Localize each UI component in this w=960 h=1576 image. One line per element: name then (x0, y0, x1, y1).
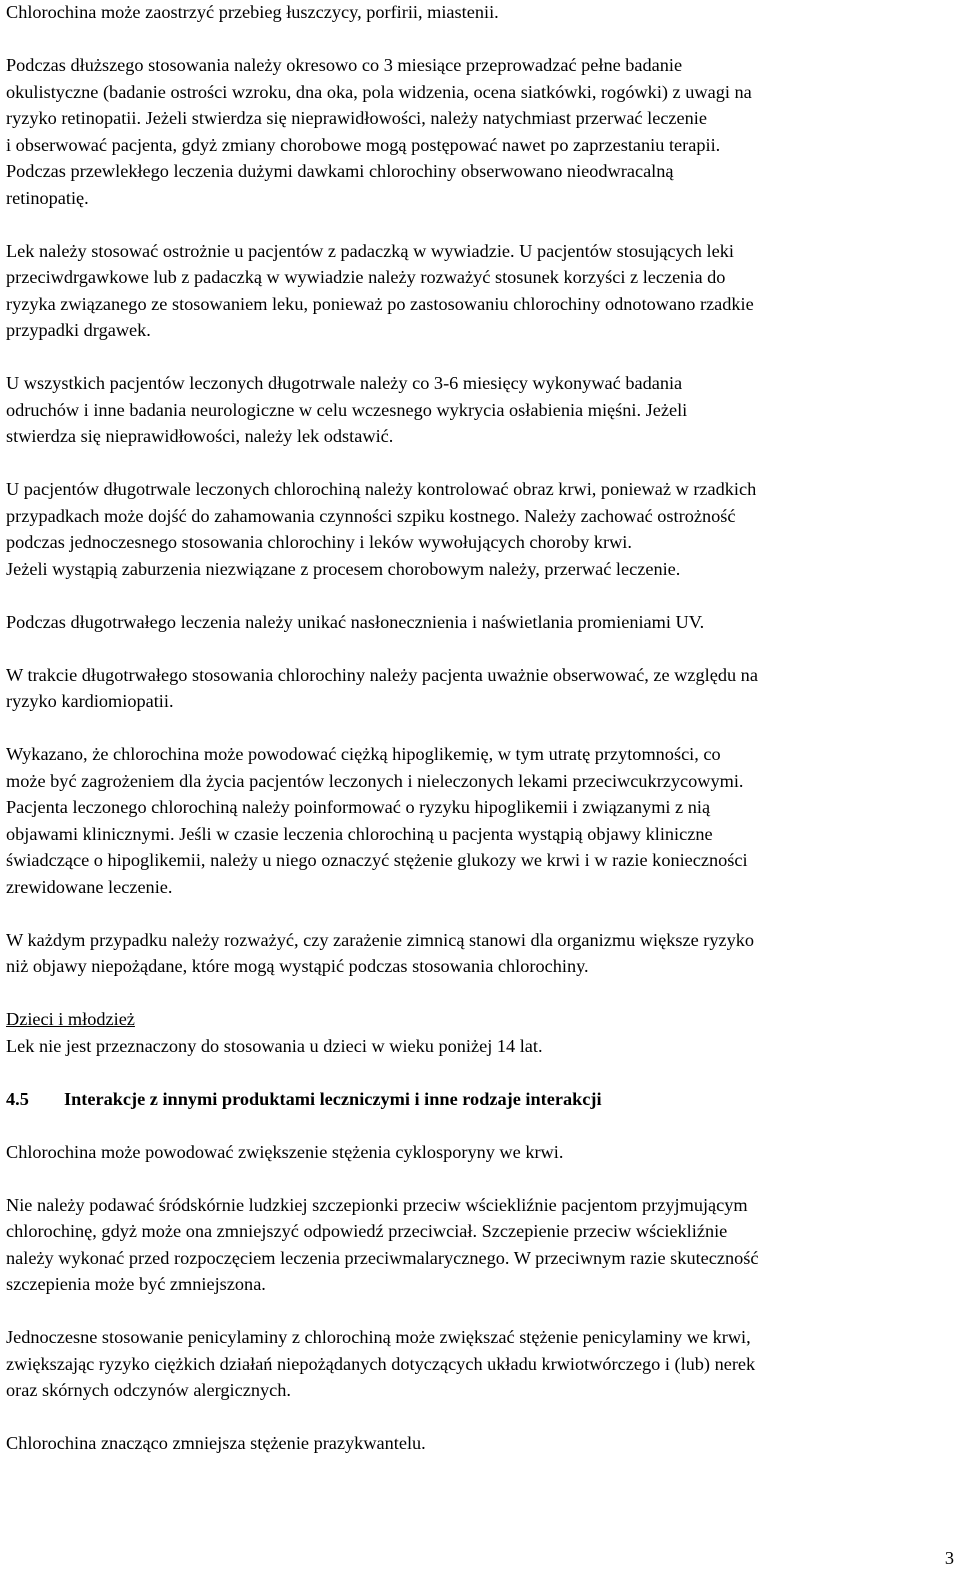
subsection-title: Dzieci i młodzież (6, 1009, 135, 1029)
text-line: podczas jednoczesnego stosowania chlorochiny i leków wywołujących choroby krwi. (6, 532, 632, 552)
text-line: okulistyczne (badanie ostrości wzroku, dna oka, pola widzenia, ocena siatkówki, rogówki) z uwagi na (6, 81, 752, 102)
text-line: ryzyka związanego ze stosowaniem leku, ponieważ po zastosowaniu chlorochiny odnotowano rzadkie (6, 293, 754, 314)
text-line: Nie należy podawać śródskórnie ludzkiej szczepionki przeciw wściekliźnie pacjentom przyjmującym (6, 1194, 748, 1215)
text-line: Podczas długotrwałego leczenia należy unikać nasłonecznienia i naświetlania promieniami UV. (6, 611, 705, 632)
text-line: zwiększając ryzyko ciężkich działań niepożądanych dotyczących układu krwiotwórczego i (lub) nerek (6, 1353, 756, 1374)
section-title: Interakcje z innymi produktami leczniczymi i inne rodzaje interakcji (64, 1088, 602, 1109)
text-line: Chlorochina znacząco zmniejsza stężenie prazykwantelu. (6, 1433, 426, 1453)
section-number: 4.5 (6, 1088, 29, 1109)
document-page (6, 0, 954, 1457)
section-heading (6, 1086, 954, 1113)
subsection (6, 1006, 954, 1059)
text-line: Lek należy stosować ostrożnie u pacjentów z padaczką w wywiadzie. U pacjentów stosujących leki (6, 240, 734, 261)
text-line: Jednoczesne stosowanie penicylaminy z chlorochiną może zwiększać stężenie penicylaminy we krwi, (6, 1327, 751, 1347)
text-line: przeciwdrgawkowe lub z padaczką w wywiadzie należy rozważyć stosunek korzyści z leczenia do (6, 267, 726, 287)
text-line: zrewidowane leczenie. (6, 876, 173, 897)
paragraph (6, 1192, 954, 1298)
paragraph (6, 0, 954, 26)
text-line: może być zagrożeniem dla życia pacjentów leczonych i nieleczonych lekami przeciwcukrzycowymi. (6, 770, 744, 791)
text-line: stwierdza się nieprawidłowości, należy lek odstawić. (6, 426, 394, 446)
text-line: niż objawy niepożądane, które mogą wystąpić podczas stosowania chlorochiny. (6, 956, 589, 976)
text-line: U pacjentów długotrwale leczonych chlorochiną należy kontrolować obraz krwi, ponieważ w rzadkich (6, 479, 757, 499)
paragraph (6, 52, 954, 211)
text-line: i obserwować pacjenta, gdyż zmiany chorobowe mogą postępować nawet po zaprzestaniu terapii. (6, 134, 721, 155)
text-line: Podczas przewlekłego leczenia dużymi dawkami chlorochiny obserwowano nieodwracalną (6, 161, 674, 181)
text-line: świadczące o hipoglikemii, należy u niego oznaczyć stężenie glukozy we krwi i w razie konieczności (6, 850, 748, 870)
text-line: należy wykonać przed rozpoczęciem leczenia przeciwmalarycznego. W przeciwnym razie skuteczność (6, 1247, 759, 1268)
text-line: objawami klinicznymi. Jeśli w czasie leczenia chlorochiną u pacjenta wystąpią objawy kliniczne (6, 823, 713, 844)
text-line: Jeżeli wystąpią zaburzenia niezwiązane z procesem chorobowym należy, przerwać leczenie. (6, 558, 681, 579)
paragraph (6, 1324, 954, 1404)
paragraph (6, 741, 954, 900)
text-line: odruchów i inne badania neurologiczne w celu wczesnego wykrycia osłabienia mięśni. Jeżeli (6, 399, 688, 420)
text-line: chlorochinę, gdyż może ona zmniejszyć odpowiedź przeciwciał. Szczepienie przeciw wściekliźnie (6, 1221, 728, 1241)
paragraph (6, 662, 954, 715)
page-number: 3 (944, 1548, 954, 1568)
paragraph (6, 476, 954, 582)
text-line: przypadki drgawek. (6, 320, 151, 340)
paragraph (6, 238, 954, 344)
text-line: przypadkach może dojść do zahamowania czynności szpiku kostnego. Należy zachować ostrożność (6, 505, 736, 526)
text-line: ryzyko retinopatii. Jeżeli stwierdza się nieprawidłowości, należy natychmiast przerwać leczenie (6, 108, 707, 128)
text-line: ryzyko kardiomiopatii. (6, 691, 174, 711)
text-line: Pacjenta leczonego chlorochiną należy poinformować o ryzyku hipoglikemii i związanymi z nią (6, 797, 711, 817)
text-line: W trakcie długotrwałego stosowania chlorochiny należy pacjenta uważnie obserwować, ze względu na (6, 664, 758, 685)
paragraph (6, 609, 954, 636)
paragraph (6, 927, 954, 980)
text-line: Chlorochina może powodować zwiększenie stężenia cyklosporyny we krwi. (6, 1141, 564, 1162)
text-line: szczepienia może być zmniejszona. (6, 1274, 266, 1294)
text-line: oraz skórnych odczynów alergicznych. (6, 1380, 291, 1400)
text-line: Chlorochina może zaostrzyć przebieg łuszczycy, porfirii, miastenii. (6, 2, 499, 22)
text-line: Wykazano, że chlorochina może powodować ciężką hipoglikemię, w tym utratę przytomności, co (6, 744, 721, 764)
text-line: Podczas dłuższego stosowania należy okresowo co 3 miesiące przeprowadzać pełne badanie (6, 55, 683, 75)
paragraph (6, 370, 954, 450)
paragraph (6, 1139, 954, 1166)
paragraph (6, 1430, 954, 1457)
text-line: W każdym przypadku należy rozważyć, czy zarażenie zimnicą stanowi dla organizmu większe ryzyko (6, 929, 755, 950)
text-line: retinopatię. (6, 187, 89, 208)
subsection-text: Lek nie jest przeznaczony do stosowania u dzieci w wieku poniżej 14 lat. (6, 1035, 543, 1056)
text-line: U wszystkich pacjentów leczonych długotrwale należy co 3-6 miesięcy wykonywać badania (6, 373, 683, 393)
